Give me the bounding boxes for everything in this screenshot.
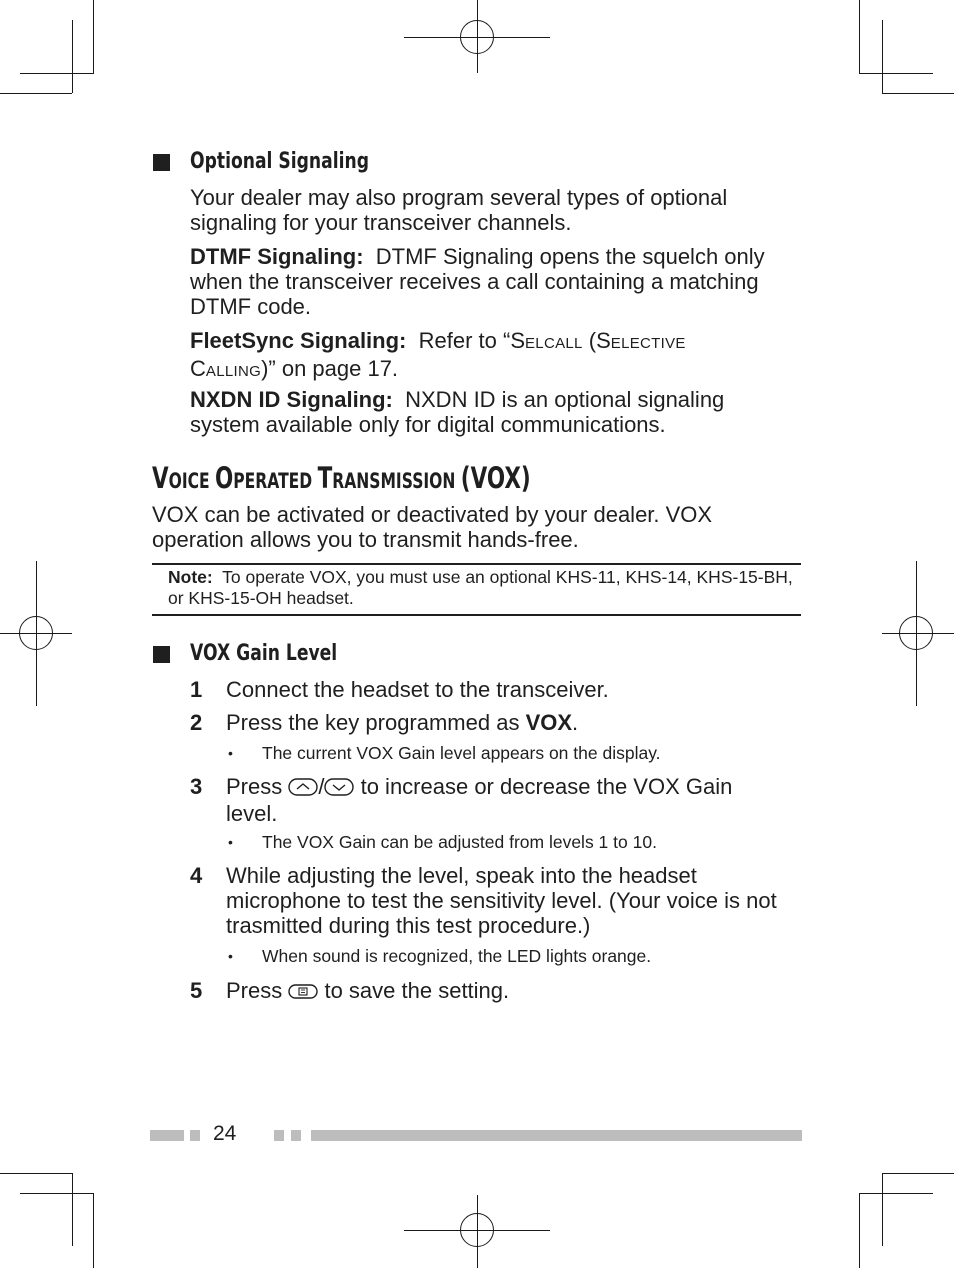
crop-mark (0, 1173, 72, 1174)
crop-mark (93, 0, 94, 73)
fleetsync-label: FleetSync Signaling: (190, 328, 407, 353)
heading-part: RANSMISSION (332, 469, 461, 493)
heading-part: T (317, 461, 333, 495)
footer-bar (190, 1130, 200, 1141)
vox-key-label: VOX (525, 710, 573, 735)
step-text-part: / (318, 774, 325, 799)
crop-mark (20, 1193, 94, 1194)
bullet-dot: • (228, 834, 233, 850)
step-text-part: Press the key programmed as (226, 710, 526, 735)
crop-mark (72, 1173, 73, 1246)
step-text-part: . (572, 710, 579, 735)
page-number: 24 (213, 1122, 237, 1145)
heading-part: PERATED (233, 469, 318, 493)
step-text: While adjusting the level, speak into the headset microphone to test the sensitivity level. (Your voice is not trasmitted during this test procedure.) (226, 863, 777, 938)
heading-part: (VOX) (460, 461, 531, 495)
crop-mark (0, 93, 72, 94)
bullet-dot: • (228, 948, 233, 964)
square-bullet-icon (153, 154, 170, 171)
step-text-part: Press (226, 774, 289, 799)
ref-text: (S (582, 328, 611, 353)
crop-mark (882, 1173, 954, 1174)
ref-text: ELECTIVE (610, 335, 686, 352)
crop-mark (859, 0, 860, 73)
vox-intro: VOX can be activated or deactivated by your dealer. VOX operation allows you to transmit hands-free. (152, 502, 713, 552)
vox-note (168, 567, 798, 609)
heading-part: OICE (168, 469, 216, 493)
ref-text: S (510, 328, 525, 353)
step-note: When sound is recognized, the LED lights orange. (262, 946, 652, 966)
square-bullet-icon (153, 646, 170, 663)
crop-mark (20, 73, 94, 74)
ref-text: ELCALL (525, 335, 583, 352)
fleetsync-paragraph (190, 328, 800, 384)
step-text: Connect the headset to the transceiver. (226, 677, 609, 702)
crop-mark (93, 1193, 94, 1268)
crop-mark (882, 1173, 883, 1246)
step-number: 2 (190, 710, 203, 735)
note-bottom-rule (152, 614, 801, 616)
ref-text: ALLING (205, 363, 262, 380)
crop-mark (882, 93, 954, 94)
heading-part: O (215, 461, 234, 495)
bullet-dot: • (228, 745, 233, 761)
step-text (226, 774, 786, 826)
step-text (226, 978, 796, 1005)
crop-mark (859, 1193, 860, 1268)
crop-mark (72, 20, 73, 93)
footer-bar (274, 1130, 284, 1141)
section-heading-optional-signaling: Optional Signaling (190, 149, 369, 174)
step-text (226, 710, 796, 735)
dtmf-text: DTMF Signaling opens the squelch only when the transceiver receives a call containing a matching DTMF code. (190, 244, 765, 319)
crop-mark (859, 1193, 933, 1194)
step-number: 3 (190, 774, 203, 799)
up-key-icon (288, 776, 318, 801)
step-text-part: to increase or decrease the VOX Gain level. (226, 774, 733, 826)
step-text-part: Press (226, 978, 289, 1003)
optional-signaling-intro: Your dealer may also program several types of optional signaling for your transceiver channels. (190, 185, 728, 235)
nxdn-text: NXDN ID is an optional signaling system available only for digital communications. (190, 387, 725, 437)
step-number: 5 (190, 978, 203, 1003)
crop-mark (859, 73, 933, 74)
fleetsync-text: )” on page 17. (261, 356, 399, 381)
section-heading-vox-gain-level: VOX Gain Level (190, 641, 338, 666)
section-heading-vox (152, 461, 531, 495)
step-note: The VOX Gain can be adjusted from levels 1 to 10. (262, 832, 657, 852)
dtmf-paragraph (190, 244, 800, 319)
footer-bar (291, 1130, 301, 1141)
step-number: 1 (190, 677, 203, 702)
nxdn-paragraph (190, 387, 800, 437)
note-text: To operate VOX, you must use an optional KHS-11, KHS-14, KHS-15-BH, or KHS-15-OH headset. (168, 567, 793, 608)
dtmf-label: DTMF Signaling: (190, 244, 364, 269)
crop-mark (882, 20, 883, 93)
down-key-icon (324, 776, 354, 801)
menu-key-icon (288, 980, 318, 1005)
step-number: 4 (190, 863, 203, 888)
footer-bar (150, 1130, 184, 1141)
nxdn-label: NXDN ID Signaling: (190, 387, 393, 412)
step-note: The current VOX Gain level appears on the display. (262, 743, 661, 763)
footer-bar (311, 1130, 802, 1141)
note-label: Note: (168, 567, 213, 587)
note-top-rule (152, 563, 801, 565)
ref-text: C (190, 356, 206, 381)
heading-part: V (152, 461, 169, 495)
fleetsync-text: Refer to “ (418, 328, 511, 353)
step-text-part: to save the setting. (318, 978, 510, 1003)
